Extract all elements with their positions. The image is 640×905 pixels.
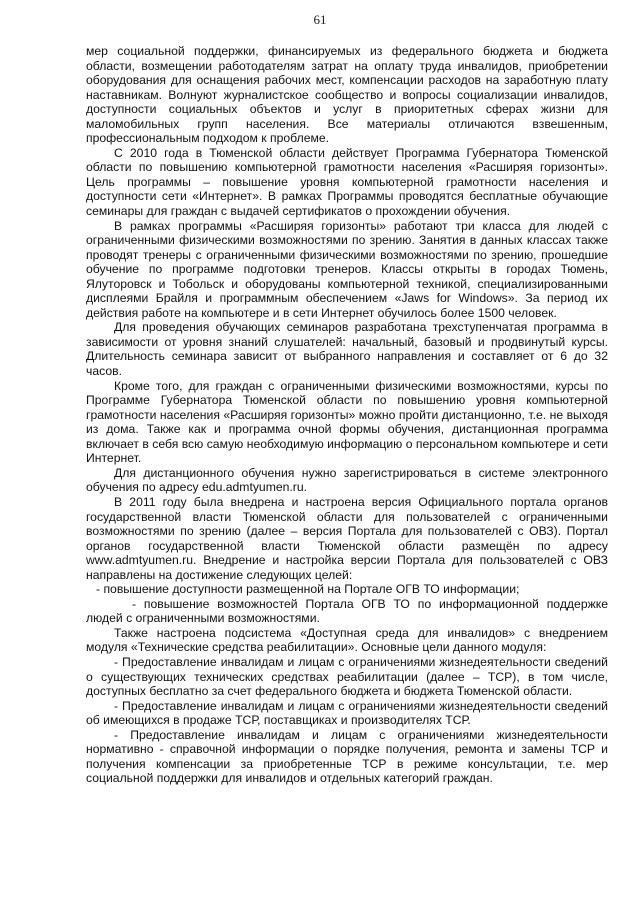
page-number: 61 xyxy=(313,12,327,27)
paragraph-registration: Для дистанционного обучения нужно зарегистрироваться в системе электронного обучения по адресу edu.admtyumen.ru. xyxy=(86,465,608,495)
bullet-tsr-reference: - Предоставление инвалидам и лицам с ограничениями жизнедеятельности нормативно - справочной информации о порядке получения, ремонта и замены ТСР и получения компенсации за приобретенные ТСР в режиме консультации, т.е. мер социальной поддержки для инвалидов и отдельных категорий граждан. xyxy=(86,727,608,786)
paragraph-program-2010: С 2010 года в Тюменской области действует Программа Губернатора Тюменской области по повышению компьютерной грамотности населения «Расширяя горизонты». Цель программы – повышение уровня компьютерной грамотности населения и доступности сети «Интернет». В рамках Программы проводятся бесплатные обучающие семинары для граждан с выдачей сертификатов о прохождении обучения. xyxy=(86,145,608,219)
document-body xyxy=(86,44,608,786)
paragraph-three-level-program: Для проведения обучающих семинаров разработана трехступенчатая программа в зависимости от уровня знаний слушателей: начальный, базовый и продвинутый курсы. Длительность семинара зависит от выбранного направления и составляет от 6 до 32 часов. xyxy=(86,320,608,379)
paragraph-subsystem: Также настроена подсистема «Доступная среда для инвалидов» с внедрением модуля «Технические средства реабилитации». Основные цели данного модуля: xyxy=(86,625,608,655)
paragraph-distance-learning: Кроме того, для граждан с ограниченными физическими возможностями, курсы по Программе Губернатора Тюменской области по повышению уровня компьютерной грамотности населения «Расширяя горизонты» можно пройти дистанционно, т.е. не выходя из дома. Также как и программа очной формы обучения, дистанционная программа включает в себя всю самую необходимую информацию о персональном компьютере и сети Интернет. xyxy=(86,378,608,466)
paragraph-social-support: мер социальной поддержки, финансируемых из федерального бюджета и бюджета области, возмещении работодателям затрат на оплату труда инвалидов, приобретении оборудования для оснащения рабочих мест, компенсации расходов на заработную плату наставникам. Волнуют журналистское сообщество и вопросы социализации инвалидов, доступности социальных объектов и услуг в приоритетных сферах жизни для маломобильных групп населения. Все материалы отличаются взвешенным, профессиональным подходом к проблеме. xyxy=(86,44,608,146)
paragraph-classes-vision: В рамках программы «Расширяя горизонты» работают три класса для людей с ограниченными физическими возможностями по зрению. Занятия в данных классах также проводят тренеры с ограниченными физическими возможностями по зрению, прошедшие обучение по программе подготовки тренеров. Классы открыты в городах Тюмень, Ялуторовск и Тобольск и оборудованы компьютерной техникой, специализированными дисплеями Брайля и программным обеспечением «Jaws for Windows». За период их действия работе на компьютере и в сети Интернет обучилось более 1500 человек. xyxy=(86,218,608,320)
bullet-support: - повышение возможностей Портала ОГВ ТО по информационной поддержке людей с ограниченными возможностями. xyxy=(86,596,608,626)
bullet-tsr-sale: - Предоставление инвалидам и лицам с ограничениями жизнедеятельности сведений об имеющихся в продаже ТСР, поставщиках и производителях ТСР. xyxy=(86,698,608,728)
bullet-accessibility: - повышение доступности размещенной на Портале ОГВ ТО информации; xyxy=(96,582,520,597)
bullet-tsr-info: - Предоставление инвалидам и лицам с ограничениями жизнедеятельности сведений о существующих технических средствах реабилитации (далее – ТСР), в том числе, доступных бесплатно за счет федерального бюджета и бюджета Тюменской области. xyxy=(86,654,608,699)
paragraph-portal-2011: В 2011 году была внедрена и настроена версия Официального портала органов государственной власти Тюменской области для пользователей с ограниченными возможностями по зрению (далее – версия Портала для пользователей с ОВЗ). Портал органов государственной власти Тюменской области размещён по адресу www.admtyumen.ru. Внедрение и настройка версии Портала для пользователей с ОВЗ направлены на достижение следующих целей: xyxy=(86,494,608,582)
